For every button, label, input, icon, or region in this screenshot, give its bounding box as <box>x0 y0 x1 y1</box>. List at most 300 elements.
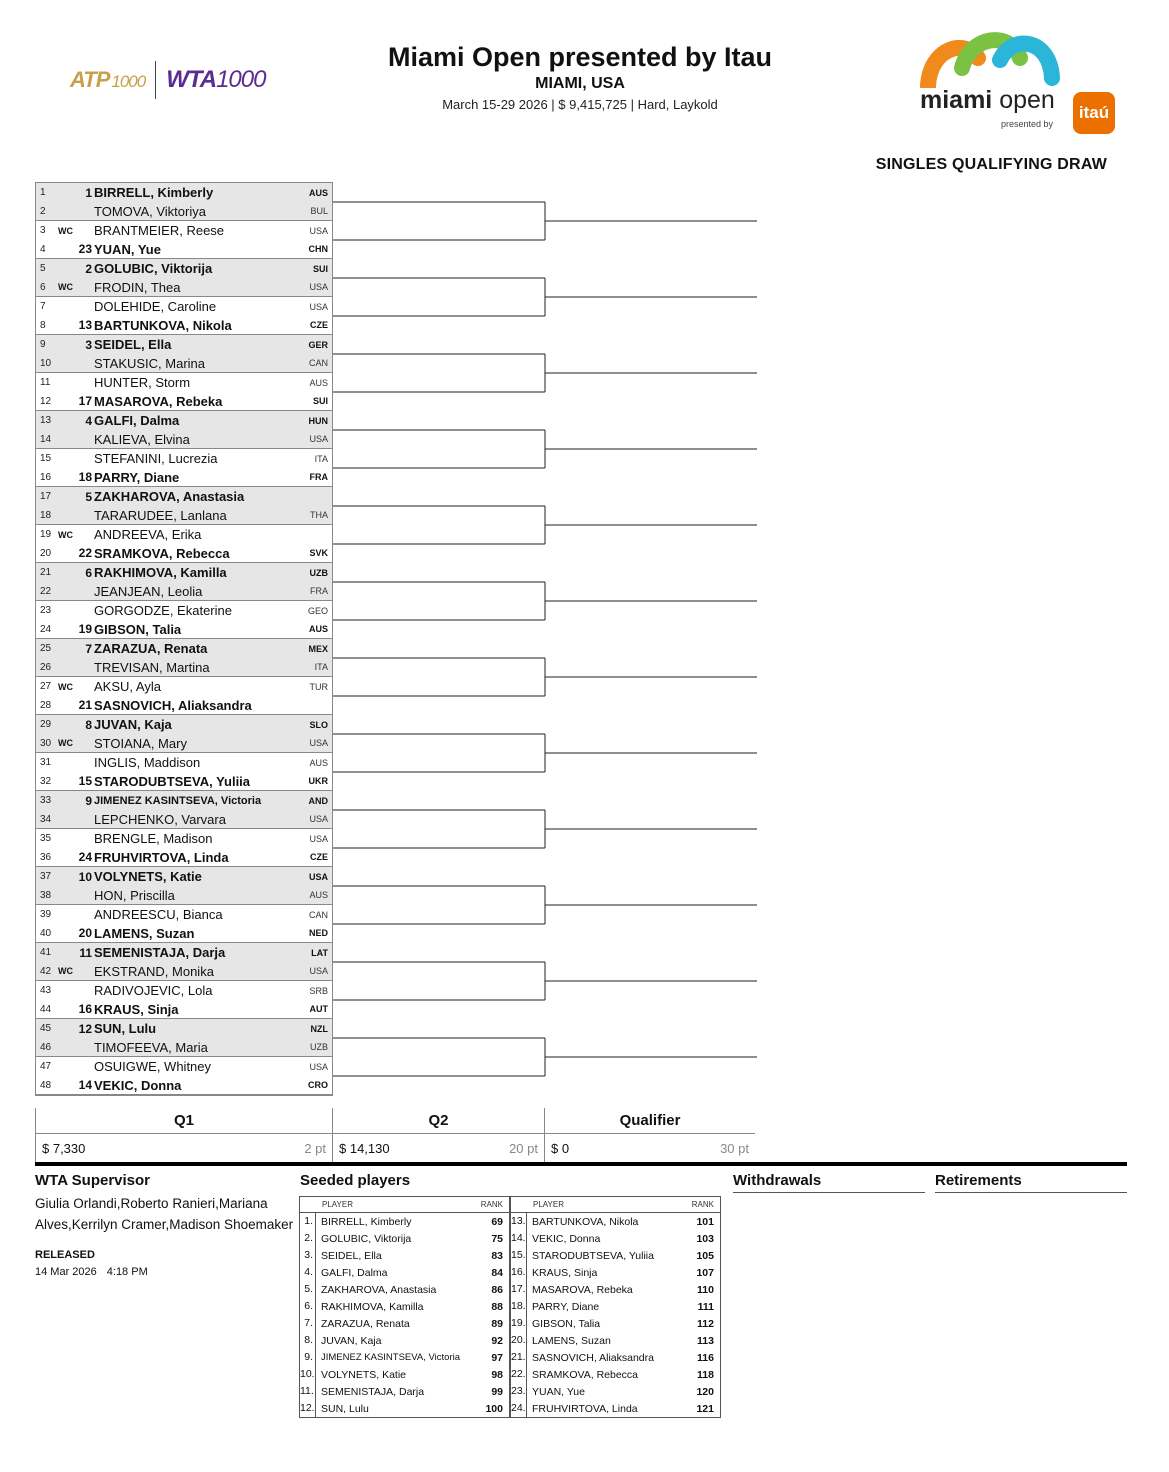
draw-row <box>36 1019 332 1038</box>
draw-position: 4 <box>40 243 46 255</box>
player-nation: FRA <box>310 586 328 596</box>
player-nation: AUS <box>308 624 328 634</box>
seed-player: ZARAZUA, Renata <box>321 1317 410 1330</box>
draw-position: 38 <box>40 889 52 901</box>
seed-rank: 101 <box>696 1215 714 1228</box>
player-name: KRAUS, Sinja <box>94 1001 179 1017</box>
draw-position: 13 <box>40 415 52 426</box>
seeds-col-player: PLAYER <box>322 1200 353 1209</box>
draw-position: 16 <box>40 471 52 483</box>
draw-row <box>36 354 332 373</box>
draw-row <box>36 411 332 430</box>
draw-title: SINGLES QUALIFYING DRAW <box>875 156 1107 173</box>
seed-row <box>300 1332 509 1349</box>
prize-q1-points: 2 pt <box>304 1140 326 1156</box>
seed-number: 17 <box>78 394 92 408</box>
seed-number: 11 <box>79 945 92 960</box>
seed-index: 18. <box>511 1298 527 1315</box>
draw-position: 37 <box>40 871 52 882</box>
prize-qualifier-points: 30 pt <box>720 1140 749 1156</box>
player-nation: USA <box>308 871 328 882</box>
seed-index: 10. <box>300 1366 316 1383</box>
prize-q2-money: $ 14,130 <box>339 1140 390 1156</box>
seed-index: 20. <box>511 1332 527 1349</box>
seed-number: 21 <box>78 698 92 712</box>
player-name: BRANTMEIER, Reese <box>94 223 225 238</box>
draw-position: 28 <box>40 699 52 711</box>
seed-row <box>511 1315 720 1332</box>
entry-status: WC <box>58 529 73 540</box>
draw-row <box>36 449 332 468</box>
player-nation: GEO <box>307 605 328 616</box>
seeds-table-left <box>299 1196 510 1418</box>
entry-status: WC <box>58 225 73 236</box>
withdrawals-underline <box>733 1192 925 1193</box>
player-nation: AUS <box>309 377 328 388</box>
player-name: INGLIS, Maddison <box>94 755 201 770</box>
prize-q2-label: Q2 <box>333 1108 544 1134</box>
seed-player: SEIDEL, Ella <box>321 1249 382 1262</box>
seed-number: 14 <box>78 1078 92 1092</box>
seed-number: 9 <box>85 793 92 808</box>
seed-number: 23 <box>78 242 92 256</box>
tournament-title: Miami Open presented by Itau <box>387 42 773 72</box>
prize-q2 <box>332 1108 544 1162</box>
draw-position: 11 <box>40 377 51 388</box>
draw-row <box>36 506 332 525</box>
seed-player: YUAN, Yue <box>532 1385 585 1398</box>
prize-q1 <box>35 1108 332 1162</box>
player-name: ZARAZUA, Renata <box>94 641 208 656</box>
seed-index: 7. <box>300 1315 316 1332</box>
prize-money-table <box>35 1108 755 1162</box>
seed-player: KRAUS, Sinja <box>532 1266 598 1279</box>
player-name: GOLUBIC, Viktorija <box>94 261 213 276</box>
player-name: FRODIN, Thea <box>94 279 181 295</box>
player-nation: CHN <box>308 244 328 254</box>
draw-position: 41 <box>40 947 52 958</box>
seed-index: 24. <box>511 1400 527 1417</box>
player-name: JEANJEAN, Leolia <box>94 583 203 599</box>
player-nation: USA <box>309 814 328 824</box>
player-name: SASNOVICH, Aliaksandra <box>94 697 252 713</box>
player-name: JIMENEZ KASINTSEVA, Victoria <box>94 794 262 807</box>
seed-index: 5. <box>300 1281 316 1298</box>
draw-row <box>36 259 332 278</box>
draw-row <box>36 1057 332 1076</box>
seed-number: 22 <box>78 546 92 560</box>
draw-position: 10 <box>40 357 52 369</box>
seed-player: SRAMKOVA, Rebecca <box>532 1368 639 1381</box>
seed-number: 13 <box>78 318 92 332</box>
player-name: STARODUBTSEVA, Yuliia <box>94 773 251 789</box>
seed-rank: 103 <box>696 1232 714 1245</box>
player-name: EKSTRAND, Monika <box>94 963 214 979</box>
seed-number: 18 <box>78 470 92 484</box>
draw-row <box>36 1000 332 1019</box>
seeds-col-player: PLAYER <box>533 1200 564 1209</box>
player-name: ZAKHAROVA, Anastasia <box>94 489 245 504</box>
player-nation: UZB <box>310 1042 328 1052</box>
seeds-table-right <box>510 1196 721 1418</box>
draw-position: 39 <box>40 909 52 920</box>
player-name: STOIANA, Mary <box>94 735 187 751</box>
seed-row <box>511 1213 720 1230</box>
player-nation: AUT <box>309 1004 328 1014</box>
player-nation: USA <box>309 738 328 748</box>
draw-row <box>36 715 332 734</box>
player-name: DOLEHIDE, Caroline <box>94 299 217 314</box>
draw-row <box>36 886 332 905</box>
seed-player: RAKHIMOVA, Kamilla <box>321 1300 424 1313</box>
draw-position: 17 <box>40 491 52 502</box>
seed-index: 4. <box>300 1264 316 1281</box>
draw-position: 1 <box>40 187 46 198</box>
prize-qualifier-label: Qualifier <box>545 1108 755 1134</box>
player-nation: AUS <box>308 187 328 198</box>
draw-position: 40 <box>40 927 52 939</box>
entry-status: WC <box>58 966 73 976</box>
tournament-info: March 15-29 2026 | $ 9,415,725 | Hard, Laykold <box>442 97 718 112</box>
seed-row <box>511 1264 720 1281</box>
player-nation: NED <box>308 928 328 938</box>
draw-position: 14 <box>40 433 52 445</box>
logo-divider <box>155 61 156 99</box>
player-nation: USA <box>309 833 328 844</box>
seeds-col-rank: RANK <box>691 1200 714 1209</box>
miami-open-wordmark: miami open <box>920 86 1055 114</box>
seed-number: 5 <box>85 489 92 504</box>
draw-row <box>36 829 332 848</box>
seed-row <box>511 1332 720 1349</box>
seed-player: SASNOVICH, Aliaksandra <box>532 1351 654 1364</box>
draw-row <box>36 221 332 240</box>
player-nation: FRA <box>309 472 328 482</box>
seed-row <box>300 1366 509 1383</box>
player-name: FRUHVIRTOVA, Linda <box>94 849 229 865</box>
released-label: RELEASED <box>35 1249 95 1261</box>
draw-position: 20 <box>40 547 52 559</box>
player-nation: USA <box>309 1061 328 1072</box>
draw-position: 48 <box>40 1079 52 1091</box>
seed-player: SEMENISTAJA, Darja <box>321 1385 425 1398</box>
seed-player: BIRRELL, Kimberly <box>321 1215 412 1228</box>
seed-rank: 113 <box>697 1334 714 1347</box>
draw-position: 23 <box>40 605 52 616</box>
draw-position: 12 <box>40 395 52 407</box>
seed-index: 21. <box>511 1349 527 1366</box>
draw-position: 8 <box>40 319 46 331</box>
player-nation: THA <box>310 510 328 520</box>
draw-position: 2 <box>40 205 46 217</box>
draw-row <box>36 924 332 943</box>
player-nation: USA <box>309 966 328 976</box>
draw-row <box>36 696 332 715</box>
seed-player: FRUHVIRTOVA, Linda <box>532 1402 638 1415</box>
seed-number: 24 <box>78 850 92 864</box>
player-name: ANDREEVA, Erika <box>94 527 202 542</box>
presented-by-label: presented by <box>1001 119 1054 129</box>
draw-row <box>36 867 332 886</box>
seed-row <box>300 1213 509 1230</box>
player-name: YUAN, Yue <box>94 241 161 257</box>
draw-position: 42 <box>40 965 52 977</box>
player-name: KALIEVA, Elvina <box>94 431 190 447</box>
draw-position: 44 <box>40 1003 52 1015</box>
tour-logos <box>70 60 290 100</box>
seed-row <box>300 1400 509 1417</box>
player-name: PARRY, Diane <box>94 469 180 485</box>
player-nation: ITA <box>314 453 328 464</box>
itau-logo: itaú <box>1073 92 1115 134</box>
player-name: HON, Priscilla <box>94 887 175 903</box>
atp-logo: ATP 1000 <box>70 67 146 92</box>
seed-index: 1. <box>300 1213 316 1230</box>
draw-row <box>36 468 332 487</box>
player-name: VOLYNETS, Katie <box>94 869 202 884</box>
tournament-city: MIAMI, USA <box>535 75 625 92</box>
player-name: ANDREESCU, Bianca <box>94 907 223 922</box>
draw-row <box>36 772 332 791</box>
player-nation: TUR <box>309 681 328 692</box>
draw-row <box>36 810 332 829</box>
draw-row <box>36 582 332 601</box>
seed-row <box>511 1366 720 1383</box>
prize-q2-points: 20 pt <box>509 1140 538 1156</box>
draw-row <box>36 563 332 582</box>
player-name: GALFI, Dalma <box>94 413 180 428</box>
draw-position: 5 <box>40 263 46 274</box>
player-nation: CRO <box>308 1080 328 1090</box>
seed-player: JUVAN, Kaja <box>321 1334 382 1347</box>
player-name: BARTUNKOVA, Nikola <box>94 317 232 333</box>
draw-position: 45 <box>40 1023 52 1034</box>
seed-player: JIMENEZ KASINTSEVA, Victoria <box>321 1352 461 1363</box>
seed-number: 20 <box>78 926 92 940</box>
player-name: OSUIGWE, Whitney <box>94 1059 212 1074</box>
draw-position: 6 <box>40 281 46 293</box>
seed-rank: 75 <box>491 1232 503 1245</box>
seed-player: MASAROVA, Rebeka <box>532 1283 633 1296</box>
seed-rank: 86 <box>491 1283 503 1296</box>
player-nation: GER <box>308 339 328 350</box>
player-name: STAKUSIC, Marina <box>94 355 206 371</box>
draw-row <box>36 791 332 810</box>
seed-number: 12 <box>78 1021 92 1036</box>
seed-row <box>300 1349 509 1366</box>
seed-rank: 107 <box>696 1266 714 1279</box>
seed-rank: 92 <box>491 1334 503 1347</box>
seeds-col-rank: RANK <box>480 1200 503 1209</box>
player-name: GORGODZE, Ekaterine <box>94 603 232 618</box>
seed-row <box>300 1298 509 1315</box>
seed-number: 8 <box>85 717 92 732</box>
player-name: RADIVOJEVIC, Lola <box>94 983 213 998</box>
seed-rank: 98 <box>491 1368 503 1381</box>
wta-logo: WTA1000 <box>166 66 266 93</box>
draw-row <box>36 278 332 297</box>
draw-row <box>36 677 332 696</box>
player-nation: UZB <box>309 567 328 578</box>
draw-row <box>36 392 332 411</box>
player-nation: BUL <box>310 206 328 216</box>
tournament-header <box>330 42 830 112</box>
draw-row <box>36 525 332 544</box>
miami-arch-icon <box>920 28 1060 88</box>
seed-rank: 99 <box>491 1385 503 1398</box>
seed-index: 11. <box>300 1383 316 1400</box>
player-nation: UKR <box>308 776 328 786</box>
seed-player: LAMENS, Suzan <box>532 1334 611 1347</box>
seed-player: PARRY, Diane <box>532 1300 600 1313</box>
player-name: SUN, Lulu <box>94 1021 157 1036</box>
player-nation: SVK <box>309 548 328 558</box>
seed-rank: 105 <box>696 1249 714 1262</box>
entry-status: WC <box>58 738 73 748</box>
player-nation: CZE <box>310 852 328 862</box>
draw-row <box>36 639 332 658</box>
draw-row <box>36 240 332 259</box>
seed-index: 8. <box>300 1332 316 1349</box>
draw-row <box>36 658 332 677</box>
draw-position: 19 <box>40 529 52 540</box>
player-nation: CAN <box>308 358 328 368</box>
draw-row <box>36 373 332 392</box>
draw-row <box>36 183 332 202</box>
prize-q1-money: $ 7,330 <box>42 1140 86 1156</box>
player-name: JUVAN, Kaja <box>94 717 172 732</box>
seed-index: 13. <box>511 1213 527 1230</box>
draw-position: 46 <box>40 1041 52 1053</box>
draw-position: 18 <box>40 509 52 521</box>
seed-number: 3 <box>85 337 92 352</box>
player-name: HUNTER, Storm <box>94 375 191 390</box>
seed-index: 17. <box>511 1281 527 1298</box>
seed-rank: 88 <box>491 1300 503 1313</box>
draw-row <box>36 316 332 335</box>
seed-rank: 83 <box>491 1249 503 1262</box>
draw-position: 31 <box>40 757 52 768</box>
player-name: AKSU, Ayla <box>94 679 161 694</box>
seed-player: STARODUBTSEVA, Yuliia <box>532 1249 654 1262</box>
draw-position: 47 <box>40 1061 52 1072</box>
seed-rank: 110 <box>697 1283 714 1296</box>
seed-rank: 120 <box>696 1385 714 1398</box>
draw-row <box>36 487 332 506</box>
seed-player: GALFI, Dalma <box>321 1266 388 1279</box>
seed-index: 2. <box>300 1230 316 1247</box>
player-name: TARARUDEE, Lanlana <box>94 507 227 523</box>
draw-row <box>36 1038 332 1057</box>
draw-position: 29 <box>40 719 52 730</box>
seed-number: 16 <box>78 1002 92 1016</box>
draw-position: 22 <box>40 585 52 597</box>
player-nation: HUN <box>308 415 328 426</box>
seed-player: SUN, Lulu <box>321 1402 369 1415</box>
seed-row <box>511 1349 720 1366</box>
supervisor-names: Giulia Orlandi,Roberto Ranieri,Mariana Alves,Kerrilyn Cramer,Madison Shoemaker <box>35 1196 294 1232</box>
seed-row <box>300 1264 509 1281</box>
draw-position: 24 <box>40 623 52 635</box>
seed-index: 14. <box>511 1230 527 1247</box>
player-nation: USA <box>309 301 328 312</box>
draw-position: 43 <box>40 985 52 996</box>
draw-position: 25 <box>40 643 52 654</box>
seed-player: ZAKHAROVA, Anastasia <box>321 1283 437 1296</box>
seed-number: 19 <box>78 622 92 636</box>
draw-table <box>35 182 333 1096</box>
seed-number: 2 <box>85 261 92 276</box>
seed-rank: 100 <box>485 1402 503 1415</box>
seed-row <box>511 1247 720 1264</box>
player-nation: USA <box>309 225 328 236</box>
seed-player: GOLUBIC, Viktorija <box>321 1232 412 1245</box>
seed-rank: 121 <box>696 1402 714 1415</box>
seed-row <box>300 1383 509 1400</box>
player-name: SEIDEL, Ella <box>94 337 172 352</box>
seed-row <box>511 1383 720 1400</box>
seed-row <box>300 1230 509 1247</box>
seed-index: 22. <box>511 1366 527 1383</box>
player-name: TREVISAN, Martina <box>94 659 210 675</box>
seed-rank: 116 <box>697 1351 714 1364</box>
seed-number: 1 <box>85 185 92 200</box>
player-name: VEKIC, Donna <box>94 1077 182 1093</box>
draw-position: 36 <box>40 851 52 863</box>
seed-row <box>511 1298 720 1315</box>
seed-index: 15. <box>511 1247 527 1264</box>
seed-index: 6. <box>300 1298 316 1315</box>
seed-number: 10 <box>78 869 92 884</box>
draw-row <box>36 620 332 639</box>
seed-index: 9. <box>300 1349 316 1366</box>
draw-position: 21 <box>40 567 52 578</box>
player-nation: AUS <box>309 890 328 900</box>
released-timestamp: 14 Mar 2026 4:18 PM <box>35 1266 148 1278</box>
draw-row <box>36 544 332 563</box>
player-name: SRAMKOVA, Rebecca <box>94 545 230 561</box>
seed-number: 6 <box>85 565 92 580</box>
seed-row <box>300 1247 509 1264</box>
player-name: BIRRELL, Kimberly <box>94 185 214 200</box>
player-name: MASAROVA, Rebeka <box>94 393 223 409</box>
supervisor-title: WTA Supervisor <box>35 1172 151 1189</box>
player-nation: AND <box>308 795 328 806</box>
seed-player: BARTUNKOVA, Nikola <box>532 1215 639 1228</box>
draw-row <box>36 905 332 924</box>
player-name: RAKHIMOVA, Kamilla <box>94 565 227 580</box>
seed-row <box>300 1315 509 1332</box>
draw-row <box>36 297 332 316</box>
seed-row <box>511 1400 720 1417</box>
player-name: TIMOFEEVA, Maria <box>94 1039 208 1055</box>
draw-position: 7 <box>40 301 46 312</box>
draw-row <box>36 981 332 1000</box>
draw-row <box>36 734 332 753</box>
seed-number: 15 <box>78 774 92 788</box>
player-nation: USA <box>309 282 328 292</box>
player-nation: SLO <box>309 719 328 730</box>
seed-row <box>511 1230 720 1247</box>
draw-row <box>36 943 332 962</box>
draw-position: 34 <box>40 813 52 825</box>
seeded-players-title: Seeded players <box>300 1172 411 1189</box>
draw-row <box>36 1076 332 1095</box>
seed-rank: 112 <box>697 1317 714 1330</box>
player-nation: SUI <box>312 263 328 274</box>
player-name: TOMOVA, Viktoriya <box>94 203 206 219</box>
player-nation: SUI <box>312 396 328 406</box>
